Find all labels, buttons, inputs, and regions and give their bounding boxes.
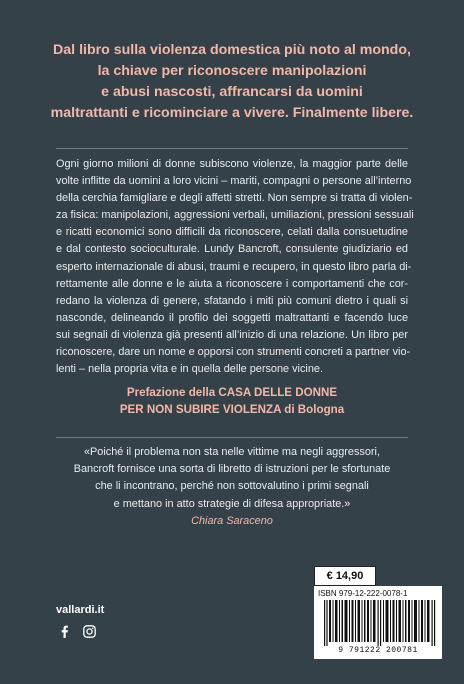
divider-bottom [56,437,408,438]
quote-line: Bancroft fornisce una sorta di libretto di istruzioni per le sfortunate [73,463,391,476]
description-paragraph [56,156,414,378]
isbn-number: ISBN 979-12-222-0078-1 [318,589,408,598]
quote-line: che li incontrano, perché non sottovalutino i primi segnali [95,480,369,493]
preface-credit [40,384,424,418]
headline-blurb [20,40,444,124]
quote-author: Chiara Saraceno [191,514,273,527]
description-line: e ricatti economici sono difficili da riconoscere, celati dalla consuetudine [56,226,408,239]
publisher-website[interactable]: vallardi.it [56,604,105,616]
description-line: e dal contesto socioculturale. Lundy Bancroft, consulente giudiziario ed [56,243,408,256]
barcode-graphic [324,600,436,646]
description-line: esperto internazionale di abusi, traumi e recupero, in questo libro parla di- [56,260,412,273]
description-line: za fisica: manipolazioni, aggressioni verbali, umiliazioni, pressioni sessuali [56,209,414,222]
description-line: Ogni giorno milioni di donne subiscono violenze, la maggior parte delle [56,158,408,170]
description-line: riconoscere, dare un nome e opporsi con strumenti concreti a partner vio- [56,346,411,359]
price-label: € 14,90 [314,566,376,586]
description-line: nasconde, delineando il profilo dei soggetti maltrattanti e facendo luce [56,311,408,324]
ean-digits: 9 791222 200781 [338,646,418,655]
facebook-icon[interactable] [58,625,71,638]
preface-line: PER NON SUBIRE VIOLENZA di Bologna [119,403,345,416]
social-links [58,625,96,638]
description-line: rettamente alle donne e le aiuta a riconoscere i comportamenti che cor- [56,277,408,290]
headline-line: la chiave per riconoscere manipolazioni [97,63,367,79]
description-line: della cerchia famigliare e degli affetti stretti. Non sempre si tratta di violen- [56,192,413,205]
instagram-icon[interactable] [83,625,96,638]
description-line: lenti – nella propria vita e in quella delle persone vicine. [56,363,323,376]
divider-top [56,148,408,149]
isbn-barcode [314,586,442,659]
headline-line: e abusi nascosti, affrancarsi da uomini [101,84,363,100]
quote-line: e mettano in atto strategie di difesa appropriate.» [113,497,351,510]
description-line: sui segnali di violenza già presenti all’inizio di una relazione. Un libro per [56,328,408,341]
review-quote [40,444,424,530]
headline-line: Dal libro sulla violenza domestica più noto al mondo, [53,42,411,58]
description-line: redano la violenza di genere, sfatando i miti più comuni dietro i quali si [56,294,408,307]
preface-line: Prefazione della CASA DELLE DONNE [126,386,338,399]
description-line: volte inflitte da uomini a loro vicini – mariti, compagni o persone all’interno [56,175,412,188]
headline-line: maltrattanti e ricominciare a vivere. Finalmente libere. [50,105,414,121]
quote-line: «Poiché il problema non sta nelle vittime ma negli aggressori, [83,446,380,458]
